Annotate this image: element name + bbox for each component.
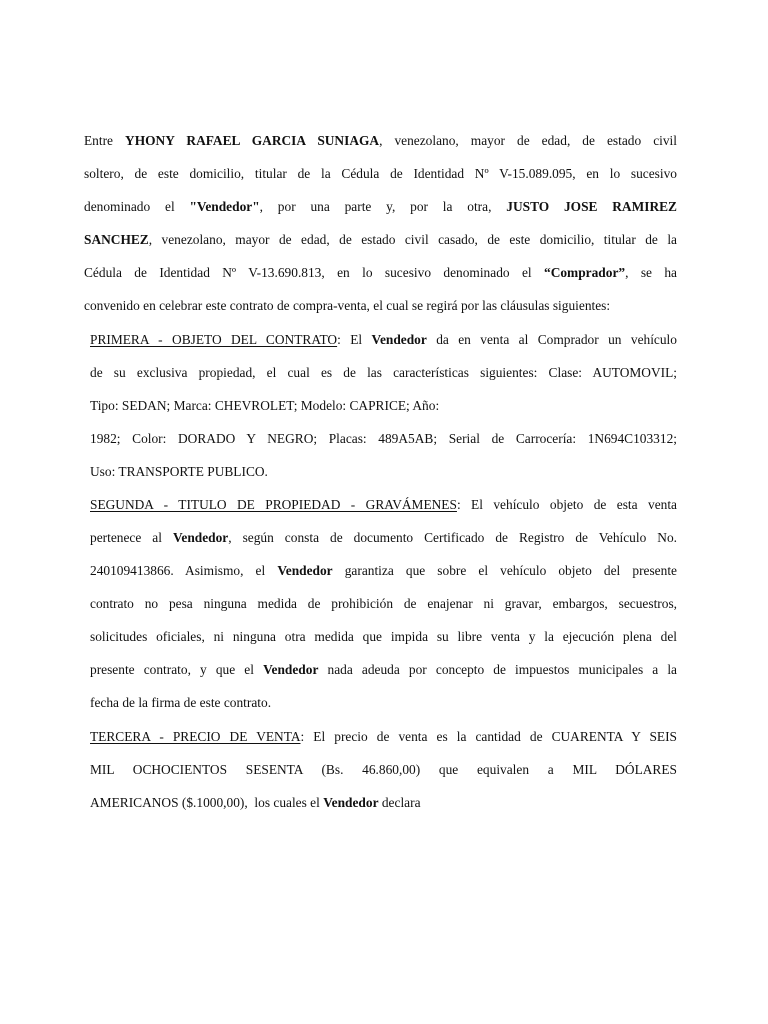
clause-heading-primera: PRIMERA - OBJETO DEL CONTRATO [90,332,338,347]
clause-heading-segunda: SEGUNDA - TITULO DE PROPIEDAD - GRAVÁMENES [90,497,457,512]
seller-name: YHONY RAFAEL GARCIA SUNIAGA [125,133,380,148]
tercera-line-1 [90,728,677,746]
clause-text: de su exclusiva propiedad, el cual es de las características siguientes: Clase: AUTOMOVIL; [90,365,677,380]
intro-text: , se ha [625,265,677,280]
intro-line-6 [84,297,677,315]
segunda-line-6 [90,661,677,679]
intro-line-3 [84,198,677,216]
clause-text: presente contrato, y que el [90,662,264,677]
intro-line-1 [84,132,677,150]
clause-text: : El [337,332,372,347]
clause-text: Tipo: SEDAN; Marca: CHEVROLET; Modelo: CAPRICE; Año: [90,398,440,413]
intro-text: , venezolano, mayor de edad, de estado civil casado, de este domicilio, titular de la [148,232,677,247]
clause-text: AMERICANOS ($.1000,00), los cuales el [90,795,324,810]
intro-text: denominado el [84,199,190,214]
clause-text: , según consta de documento Certificado de Registro de Vehículo No. [228,530,677,545]
intro-line-4 [84,231,677,249]
primera-line-1 [90,331,677,349]
primera-line-5 [90,463,677,481]
intro-text: , venezolano, mayor de edad, de estado civil [379,133,677,148]
intro-text: Entre [84,133,126,148]
clause-heading-tercera: TERCERA - PRECIO DE VENTA [90,729,301,744]
segunda-line-7 [90,694,677,712]
intro-line-2 [84,165,677,183]
clause-text: : El vehículo objeto de esta venta [456,497,677,512]
clause-text: : El precio de venta es la cantidad de CUARENTA Y SEIS [300,729,678,744]
segunda-line-3 [90,562,677,580]
segunda-line-4 [90,595,677,613]
intro-text: , por una parte y, por la otra, [259,199,507,214]
intro-line-5 [84,264,677,282]
clause-text: solicitudes oficiales, ni ninguna otra medida que impida su libre venta y la ejecución plena del [90,629,677,644]
primera-line-2 [90,364,677,382]
clause-text: declara [378,795,421,810]
clause-text: da en venta al Comprador un vehículo [426,332,677,347]
intro-text: convenido en celebrar este contrato de compra-venta, el cual se regirá por las cláusulas siguientes: [84,298,611,313]
clause-text: fecha de la firma de este contrato. [90,695,272,710]
buyer-name: JUSTO JOSE RAMIREZ [506,199,677,214]
buyer-name: SANCHEZ [84,232,149,247]
intro-text: soltero, de este domicilio, titular de la Cédula de Identidad Nº V-15.089.095, en lo sucesivo [84,166,677,181]
tercera-line-2 [90,761,677,779]
segunda-line-2 [90,529,677,547]
seller-term: Vendedor [263,662,319,677]
tercera-line-3 [90,794,677,812]
primera-line-4 [90,430,677,448]
seller-term: Vendedor [371,332,427,347]
clause-text: MIL OCHOCIENTOS SESENTA (Bs. 46.860,00) que equivalen a MIL DÓLARES [90,762,677,777]
seller-term: Vendedor [172,530,229,545]
clause-text: nada adeuda por concepto de impuestos municipales a la [318,662,678,677]
buyer-term: “Comprador” [544,265,626,280]
seller-term: Vendedor [323,795,379,810]
seller-term: Vendedor [277,563,333,578]
clause-text: Uso: TRANSPORTE PUBLICO. [90,464,268,479]
clause-text: pertenece al [90,530,173,545]
clause-text: 240109413866. Asimismo, el [90,563,278,578]
primera-line-3 [90,397,677,415]
seller-term: "Vendedor" [189,199,260,214]
intro-text: Cédula de Identidad Nº V-13.690.813, en lo sucesivo denominado el [84,265,544,280]
clause-text: garantiza que sobre el vehículo objeto del presente [332,563,677,578]
segunda-line-1 [90,496,677,514]
clause-text: 1982; Color: DORADO Y NEGRO; Placas: 489A5AB; Serial de Carrocería: 1N694C103312; [90,431,677,446]
clause-text: contrato no pesa ninguna medida de prohibición de enajenar ni gravar, embargos, secuestros, [90,596,677,611]
segunda-line-5 [90,628,677,646]
